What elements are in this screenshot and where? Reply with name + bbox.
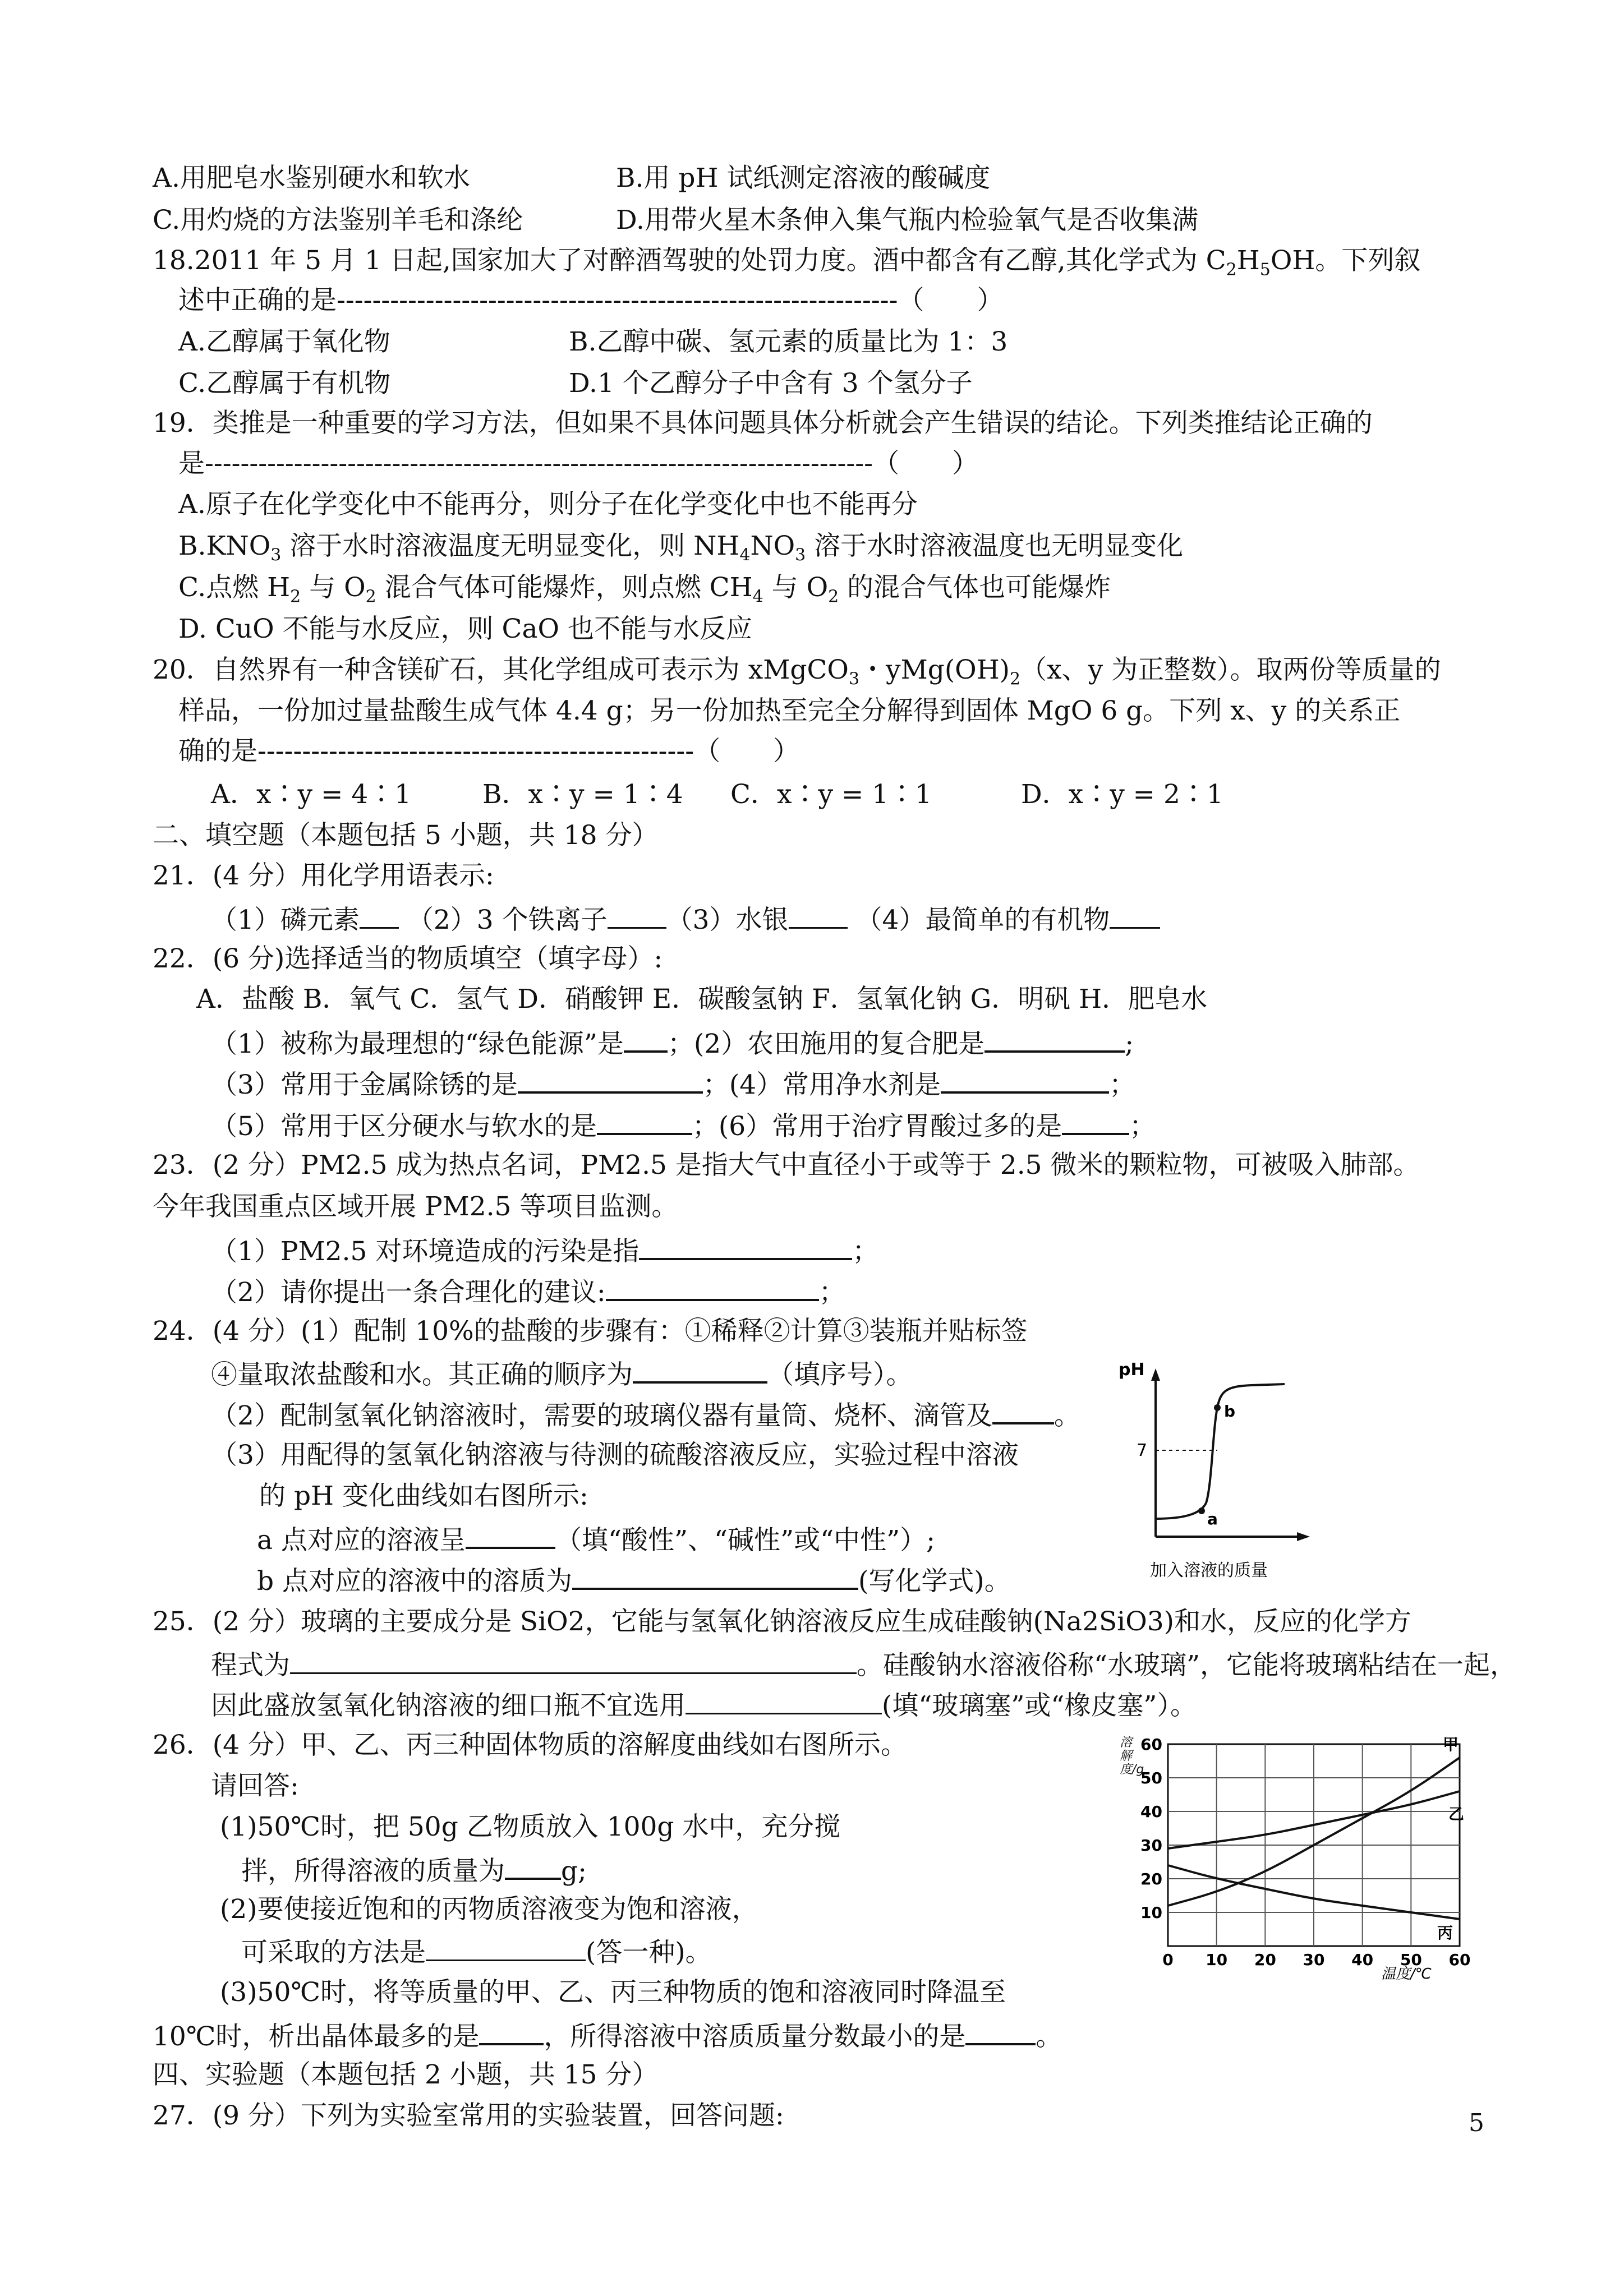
- q18-option-b: B.乙醇中碳、氢元素的质量比为 1：3: [569, 326, 1008, 357]
- q25-stem-line1: 25．(2 分）玻璃的主要成分是 SiO2，它能与氢氧化钠溶液反应生成硅酸钠(Na2SiO3)和水，反应的化学方: [153, 1606, 1411, 1637]
- q25-blank-1[interactable]: [290, 1647, 857, 1674]
- q24-part-3-line2: 的 pH 变化曲线如右图所示:: [259, 1481, 588, 1511]
- solubility-x-tick-40: 40: [1351, 1951, 1374, 1969]
- q18-stem-line2: 述中正确的是---------------------------------------------------------------（ ）: [178, 285, 1004, 316]
- q26-ask: 请回答:: [211, 1771, 299, 1801]
- q26-stem: 26．(4 分）甲、乙、丙三种固体物质的溶解度曲线如右图所示。: [153, 1730, 907, 1760]
- q21-blank-4[interactable]: [1110, 901, 1160, 929]
- q17-option-c: C.用灼烧的方法鉴别羊毛和涤纶: [153, 205, 523, 236]
- q18-option-a: A.乙醇属于氧化物: [178, 326, 390, 357]
- q25-stem-line2: 程式为 。硅酸钠水溶液俗称“水玻璃”，它能将玻璃粘结在一起，: [211, 1647, 1516, 1682]
- q20-stem-line2: 样品，一份加过量盐酸生成气体 4.4 g；另一份加热至完全分解得到固体 MgO 6 g。下列 x、y 的关系正: [178, 695, 1401, 726]
- ph-point-a-label: a: [1207, 1510, 1218, 1528]
- ph-curve-chart: [1116, 1352, 1341, 1587]
- q22-line-1: （1）被称为最理想的“绿色能源”是 ；(2）农田施用的复合肥是 ;: [211, 1025, 1134, 1061]
- solubility-y-tick-50: 50: [1140, 1769, 1162, 1787]
- ph-point-a: [1198, 1507, 1205, 1514]
- q22-stem: 22．(6 分)选择适当的物质填空（填字母）:: [153, 943, 663, 974]
- q27-stem: 27．(9 分）下列为实验室常用的实验装置，回答问题:: [153, 2100, 784, 2131]
- q24-blank-3[interactable]: [466, 1521, 555, 1549]
- ph-y-label: pH: [1119, 1360, 1145, 1380]
- q20-stem-line1: 20．自然界有一种含镁矿石，其化学组成可表示为 xMgCO$_3$・$yMg(OH)_2(x$、y 为正整数）。取两份等质量的: [153, 654, 1441, 689]
- solubility-x-label: 温度/℃: [1381, 1966, 1432, 1983]
- q26-part-1-line2: 拌，所得溶液的质量为 g;: [241, 1852, 587, 1888]
- q24-part-a: a 点对应的溶液呈 （填“酸性”、“碱性”或“中性”）;: [257, 1521, 935, 1557]
- q20-option-b: B．x∶y = 1∶4: [482, 779, 683, 810]
- q19-option-a: A.原子在化学变化中不能再分，则分子在化学变化中也不能再分: [178, 489, 918, 520]
- q26-part-3-line1: (3)50℃时，将等质量的甲、乙、丙三种物质的饱和溶液同时降温至: [220, 1977, 1006, 2008]
- q24-stem-line2: ④量取浓盐酸和水。其正确的顺序为 （填序号）。: [211, 1356, 913, 1392]
- q26-part-2-line1: (2)要使接近饱和的丙物质溶液变为饱和溶液，: [220, 1894, 758, 1925]
- q20-option-a: A．x∶y = 4∶1: [211, 779, 412, 810]
- q24-blank-1[interactable]: [633, 1356, 767, 1384]
- solubility-ticks: [1140, 1735, 1470, 1969]
- ph-curve-line: [1156, 1384, 1285, 1519]
- q24-part-2: （2）配制氢氧化钠溶液时，需要的玻璃仪器有量筒、烧杯、滴管及 。: [211, 1396, 1080, 1433]
- ph-point-b: [1214, 1404, 1221, 1411]
- q20-option-d: D．x∶y = 2∶1: [1021, 779, 1223, 810]
- solubility-x-tick-30: 30: [1303, 1951, 1325, 1969]
- q23-stem-line1: 23．(2 分）PM2.5 成为热点名词，PM2.5 是指大气中直径小于或等于 2.5 微米的颗粒物，可被吸入肺部。: [153, 1150, 1420, 1181]
- solubility-series-label-0: 甲: [1443, 1735, 1459, 1754]
- solubility-x-tick-60: 60: [1448, 1951, 1471, 1969]
- q19-option-c: C.点燃 $H_2$ 与 $O_2$ 混合气体可能爆炸，则点燃 $CH_4$ 与 $O_2$ 的混合气体也可能爆炸: [178, 572, 1111, 607]
- q18-stem-line1: 18.2011 年 5 月 1 日起,国家加大了对醉酒驾驶的处罚力度。酒中都含有乙醇,其化学式为 $C_2H_5OH$。下列叙: [153, 245, 1421, 280]
- q17-option-d: D.用带火星木条伸入集气瓶内检验氧气是否收集满: [616, 205, 1198, 236]
- solubility-x-tick-20: 20: [1254, 1951, 1276, 1969]
- solubility-y-tick-10: 10: [1140, 1903, 1162, 1922]
- q21-blank-3[interactable]: [789, 901, 848, 929]
- q21-stem: 21．(4 分）用化学用语表示:: [153, 860, 494, 891]
- q24-part-3-line1: （3）用配得的氢氧化钠溶液与待测的硫酸溶液反应，实验过程中溶液: [211, 1440, 1019, 1470]
- solubility-series-label-1: 乙: [1448, 1805, 1465, 1823]
- q18-option-d: D.1 个乙醇分子中含有 3 个氢分子: [569, 368, 973, 399]
- q26-part-1-line1: (1)50℃时，把 50g 乙物质放入 100g 水中，充分搅: [220, 1811, 841, 1842]
- q26-blank-4[interactable]: [965, 2017, 1036, 2045]
- q19-stem-line2: 是---------------------------------------------------------------------------（ ）: [178, 448, 979, 479]
- page-number: 5: [1469, 2109, 1484, 2137]
- solubility-x-tick-10: 10: [1206, 1951, 1228, 1969]
- q26-blank-2[interactable]: [426, 1934, 586, 1961]
- solubility-y-tick-40: 40: [1140, 1802, 1162, 1821]
- section-2-heading: 二、填空题（本题包括 5 小题，共 18 分）: [153, 820, 659, 851]
- ph-point-b-label: b: [1224, 1402, 1236, 1421]
- q22-blank-3[interactable]: [518, 1066, 703, 1094]
- q22-blank-4[interactable]: [941, 1066, 1109, 1094]
- q24-part-b: b 点对应的溶液中的溶质为 (写化学式)。: [257, 1562, 1011, 1598]
- ph-y-tick-7: 7: [1137, 1441, 1148, 1460]
- solubility-y-tick-30: 30: [1140, 1836, 1162, 1855]
- section-4-heading: 四、实验题（本题包括 2 小题，共 15 分）: [153, 2059, 659, 2090]
- q22-options: A．盐酸 B．氧气 C．氢气 D．硝酸钾 E．碳酸氢钠 F．氢氧化钠 G．明矾 H．肥皂水: [196, 984, 1208, 1015]
- q22-blank-1[interactable]: [624, 1025, 668, 1053]
- q21-blank-2[interactable]: [608, 901, 666, 929]
- solubility-series: [1168, 1735, 1464, 1942]
- ph-x-label: 加入溶液的质量: [1150, 1561, 1268, 1580]
- q24-stem-line1: 24．(4 分）(1）配制 10%的盐酸的步骤有：①稀释②计算③装瓶并贴标签: [153, 1316, 1028, 1347]
- q22-line-3: （5）常用于区分硬水与软水的是 ；(6）常用于治疗胃酸过多的是 ；: [211, 1107, 1156, 1144]
- q26-part-2-line2: 可采取的方法是 (答一种)。: [241, 1934, 712, 1970]
- q26-blank-1[interactable]: [505, 1852, 561, 1880]
- q19-option-b: $B.KNO_3$ 溶于水时溶液温度无明显变化，则 $NH_4NO_3$ 溶于水时溶液温度也无明显变化: [178, 531, 1184, 565]
- solubility-x-tick-50: 50: [1400, 1951, 1422, 1969]
- q21-parts: （1）磷元素 （2）3 个铁离子 （3）水银 （4）最简单的有机物: [211, 901, 1160, 937]
- q18-option-c: C.乙醇属于有机物: [178, 368, 391, 399]
- solubility-y-tick-60: 60: [1140, 1735, 1162, 1754]
- q20-stem-line3: 确的是-------------------------------------------------（ ）: [178, 736, 800, 767]
- q17-option-a: A.用肥皂水鉴别硬水和软水: [153, 163, 470, 193]
- q22-blank-2[interactable]: [984, 1025, 1125, 1053]
- solubility-y-label-vertical: 溶解度/g: [1120, 1736, 1144, 1777]
- q23-blank-2[interactable]: [606, 1273, 819, 1301]
- solubility-x-tick-0: 0: [1162, 1951, 1174, 1969]
- q23-blank-1[interactable]: [639, 1232, 852, 1260]
- q23-stem-line2: 今年我国重点区域开展 PM2.5 等项目监测。: [153, 1191, 678, 1222]
- q26-part-3-line2: 10℃时，析出晶体最多的是 ，所得溶液中溶质质量分数最小的是 。: [153, 2017, 1062, 2054]
- q17-option-b: B.用 pH 试纸测定溶液的酸碱度: [616, 163, 991, 193]
- q25-blank-2[interactable]: [686, 1687, 882, 1714]
- q24-blank-4[interactable]: [572, 1562, 858, 1590]
- q25-stem-line3: 因此盛放氢氧化钠溶液的细口瓶不宜选用 (填“玻璃塞”或“橡皮塞”）。: [211, 1687, 1197, 1723]
- q21-blank-1[interactable]: [360, 901, 399, 929]
- q23-part-2: （2）请你提出一条合理化的建议: ；: [211, 1273, 845, 1310]
- q22-blank-5[interactable]: [597, 1107, 692, 1135]
- ph-x-arrow: [1297, 1532, 1310, 1541]
- q23-part-1: （1）PM2.5 对环境造成的污染是指 ；: [211, 1232, 878, 1269]
- q22-blank-6[interactable]: [1062, 1107, 1129, 1135]
- q19-option-d: D. CuO 不能与水反应，则 CaO 也不能与水反应: [178, 614, 752, 644]
- q19-stem-line1: 19．类推是一种重要的学习方法，但如果不具体问题具体分析就会产生错误的结论。下列类推结论正确的: [153, 408, 1373, 439]
- ph-y-arrow: [1151, 1368, 1160, 1381]
- solubility-chart: [1117, 1722, 1488, 1985]
- q26-blank-3[interactable]: [479, 2017, 544, 2045]
- solubility-series-label-2: 丙: [1437, 1924, 1453, 1942]
- q24-blank-2[interactable]: [992, 1396, 1054, 1424]
- q22-line-2: （3）常用于金属除锈的是 ；(4）常用净水剂是 ；: [211, 1066, 1135, 1102]
- q20-option-c: C．x∶y = 1∶1: [730, 779, 932, 810]
- solubility-y-tick-20: 20: [1140, 1870, 1162, 1888]
